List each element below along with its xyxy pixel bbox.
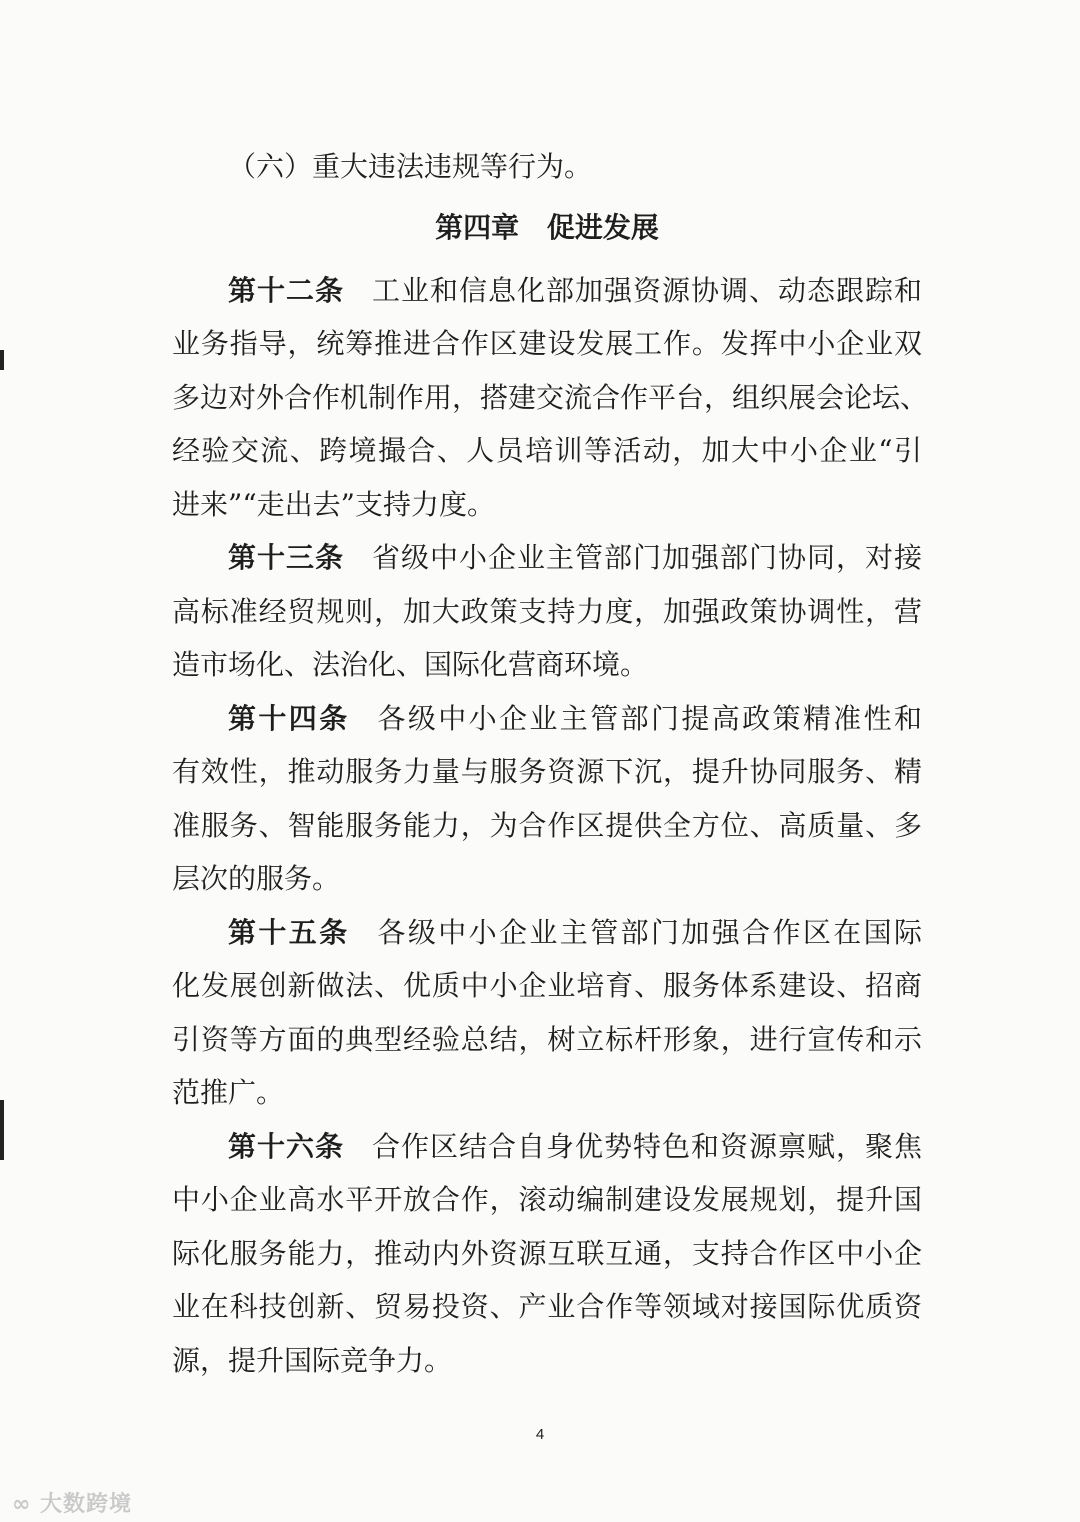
article-label: 第十五条 <box>228 915 350 949</box>
article-paragraph <box>172 906 922 1120</box>
line-text: 引资等方面的典型经验总结，树立标杆形象，进行宣传和示 <box>172 1022 922 1056</box>
line-text: 多边对外合作机制作用，搭建交流合作平台，组织展会论坛、 <box>172 380 929 414</box>
paragraph-line <box>172 1066 922 1120</box>
line-text: 造市场化、法治化、国际化营商环境。 <box>172 648 649 681</box>
article-label: 第十三条 <box>228 541 344 574</box>
list-item-six: （六）重大违法违规等行为。 <box>228 150 593 183</box>
paragraph-line <box>172 1120 922 1174</box>
paragraph-line <box>172 317 922 371</box>
page-number: 4 <box>535 1426 545 1443</box>
paragraph-line <box>172 638 922 692</box>
line-text: 各级中小企业主管部门提高政策精准性和 <box>377 701 922 735</box>
paragraph-line <box>172 692 922 746</box>
article-paragraph <box>172 1120 922 1388</box>
article-paragraph <box>172 692 922 906</box>
line-text: 经验交流、跨境撮合、人员培训等活动，加大中小企业“引 <box>172 434 922 467</box>
line-text: 进来”“走出去”支持力度。 <box>172 487 495 521</box>
paragraph-line <box>172 585 922 639</box>
line-text: 业在科技创新、贸易投资、产业合作等领域对接国际优质资 <box>172 1290 922 1323</box>
line-text: 业务指导，统筹推进合作区建设发展工作。发挥中小企业双 <box>172 327 922 360</box>
scan-edge-mark <box>0 350 4 370</box>
paragraph-line <box>172 745 922 799</box>
line-text: 高标准经贸规则，加大政策支持力度，加强政策协调性，营 <box>172 594 922 628</box>
paragraph-line <box>172 799 922 853</box>
scan-edge-mark <box>0 1100 4 1160</box>
paragraph-line <box>172 959 922 1013</box>
line-text: 化发展创新做法、优质中小企业培育、服务体系建设、招商 <box>172 969 922 1002</box>
line-text: 准服务、智能服务能力，为合作区提供全方位、高质量、多 <box>172 808 922 842</box>
line-text: 各级中小企业主管部门加强合作区在国际 <box>377 915 922 949</box>
paragraph-line <box>172 531 922 585</box>
line-text: 际化服务能力，推动内外资源互联互通，支持合作区中小企 <box>172 1236 922 1270</box>
article-label: 第十四条 <box>228 701 350 735</box>
paragraph-line <box>172 371 929 425</box>
paragraph-line <box>172 1334 922 1388</box>
paragraph-line <box>172 1227 922 1281</box>
article-label: 第十六条 <box>228 1129 344 1163</box>
paragraph-line <box>172 1013 922 1067</box>
paragraph-line <box>172 906 922 960</box>
line-text: 源，提升国际竞争力。 <box>172 1343 453 1377</box>
line-text: 有效性，推动服务力量与服务资源下沉，提升协同服务、精 <box>172 755 922 788</box>
line-text: 工业和信息化部加强资源协调、动态跟踪和 <box>372 273 922 307</box>
article-label: 第十二条 <box>228 273 344 307</box>
paragraph-line <box>172 424 922 478</box>
line-text: 省级中小企业主管部门加强部门协同，对接 <box>372 541 922 574</box>
line-text: 范推广。 <box>172 1076 285 1109</box>
article-paragraph <box>172 264 929 532</box>
line-text: 中小企业高水平开放合作，滚动编制建设发展规划，提升国 <box>172 1183 922 1216</box>
paragraph-line <box>172 1173 922 1227</box>
line-text: 层次的服务。 <box>172 862 341 895</box>
chapter-heading: 第四章 促进发展 <box>435 210 659 244</box>
document-page <box>172 140 929 1387</box>
articles <box>172 264 929 1388</box>
watermark-logo: ∞ 大数跨境 <box>12 1492 132 1517</box>
article-paragraph <box>172 531 922 692</box>
paragraph-line <box>172 852 922 906</box>
paragraph-line <box>172 478 922 532</box>
paragraph-line <box>172 1280 922 1334</box>
paragraph-line <box>172 264 922 318</box>
line-text: 合作区结合自身优势特色和资源禀赋，聚焦 <box>372 1129 922 1163</box>
